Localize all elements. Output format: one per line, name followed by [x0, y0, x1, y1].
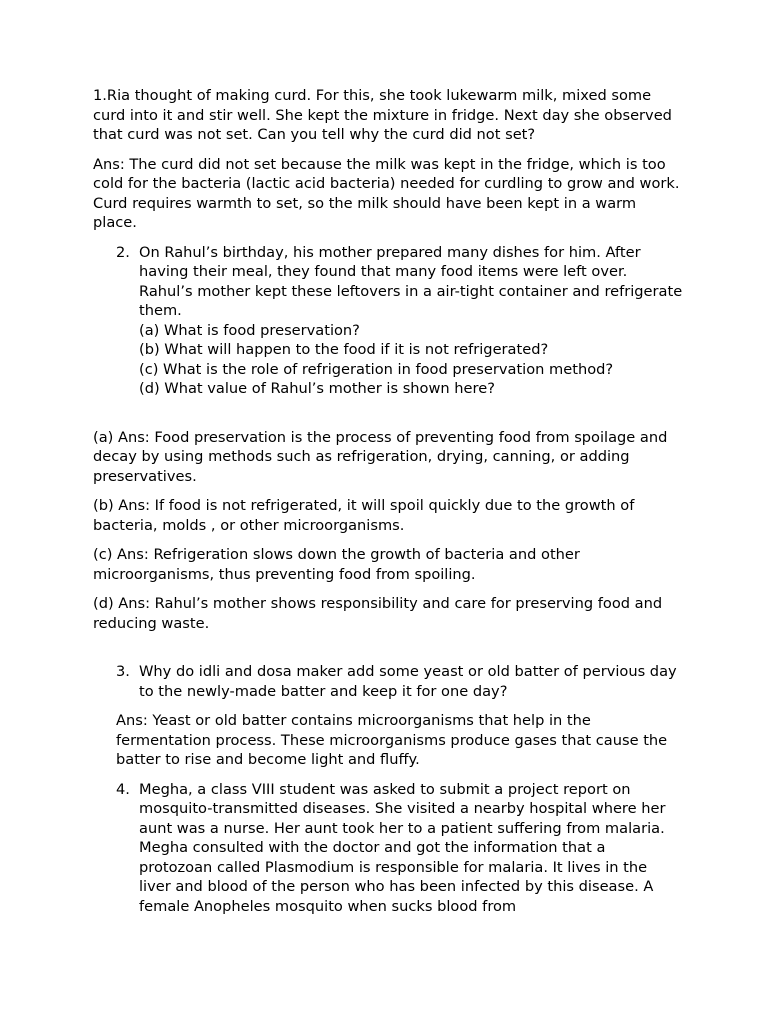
question-3-body	[139, 662, 683, 701]
question-2-text: On Rahul’s birthday, his mother prepared many dishes for him. After having their meal, they found that many food items were left over. Rahul’s mother kept these leftovers in a air-tight container and refrigerate them.	[139, 243, 683, 319]
document-page	[93, 86, 683, 916]
question-3-number: 3.	[116, 663, 130, 680]
question-2-body	[139, 243, 683, 399]
spacer	[93, 399, 683, 428]
question-4-number: 4.	[116, 780, 130, 798]
question-3-answer: Ans: Yeast or old batter contains microorganisms that help in the fermentation process. These microorganisms produce gases that cause the batter to rise and become light and fluffy.	[116, 712, 668, 768]
question-2-sub-a: (a) What is food preservation?	[139, 321, 360, 339]
question-4	[93, 780, 683, 917]
question-2-answer-a: (a) Ans: Food preservation is the process of preventing food from spoilage and decay by using methods such as refrigeration, drying, canning, or adding preservatives.	[93, 428, 668, 485]
question-2-answer-d: (d) Ans: Rahul’s mother shows responsibility and care for preserving food and reducing waste.	[93, 595, 663, 632]
question-2-answer-c: (c) Ans: Refrigeration slows down the growth of bacteria and other microorganisms, thus preventing food from spoiling.	[93, 546, 580, 583]
question-2-sub-d: (d) What value of Rahul’s mother is shown here?	[139, 380, 495, 397]
question-2	[93, 243, 683, 399]
spacer	[93, 643, 683, 662]
question-4-body	[139, 780, 683, 917]
question-1-answer: Ans: The curd did not set because the milk was kept in the fridge, which is too cold for the bacteria (lactic acid bacteria) needed for curdling to grow and work. Curd requires warmth to set, so the milk should have been kept in a warm place.	[93, 155, 680, 231]
question-3	[93, 662, 683, 701]
question-1-text: 1.Ria thought of making curd. For this, she took lukewarm milk, mixed some curd into it and stir well. She kept the mixture in fridge. Next day she observed that curd was not set. Can you tell why the curd did not set?	[93, 87, 672, 143]
question-3-text: Why do idli and dosa maker add some yeast or old batter of pervious day to the newly-made batter and keep it for one day?	[139, 663, 677, 700]
question-2-sub-b: (b) What will happen to the food if it is not refrigerated?	[139, 341, 549, 358]
question-2-number: 2.	[116, 243, 130, 261]
question-2-sub-c: (c) What is the role of refrigeration in food preservation method?	[139, 360, 614, 378]
question-4-text: Megha, a class VIII student was asked to submit a project report on mosquito-transmitted diseases. She visited a nearby hospital where her aunt was a nurse. Her aunt took her to a patient suffering from malaria. Megha consulted with the doctor and got the information that a protozoan called Plasmodium is responsible for malaria. It lives in the liver and blood of the person who has been infected by this disease. A female Anopheles mosquito when sucks blood from	[139, 780, 666, 915]
question-2-answer-b: (b) Ans: If food is not refrigerated, it will spoil quickly due to the growth of bacteria, molds , or other microorganisms.	[93, 497, 635, 534]
